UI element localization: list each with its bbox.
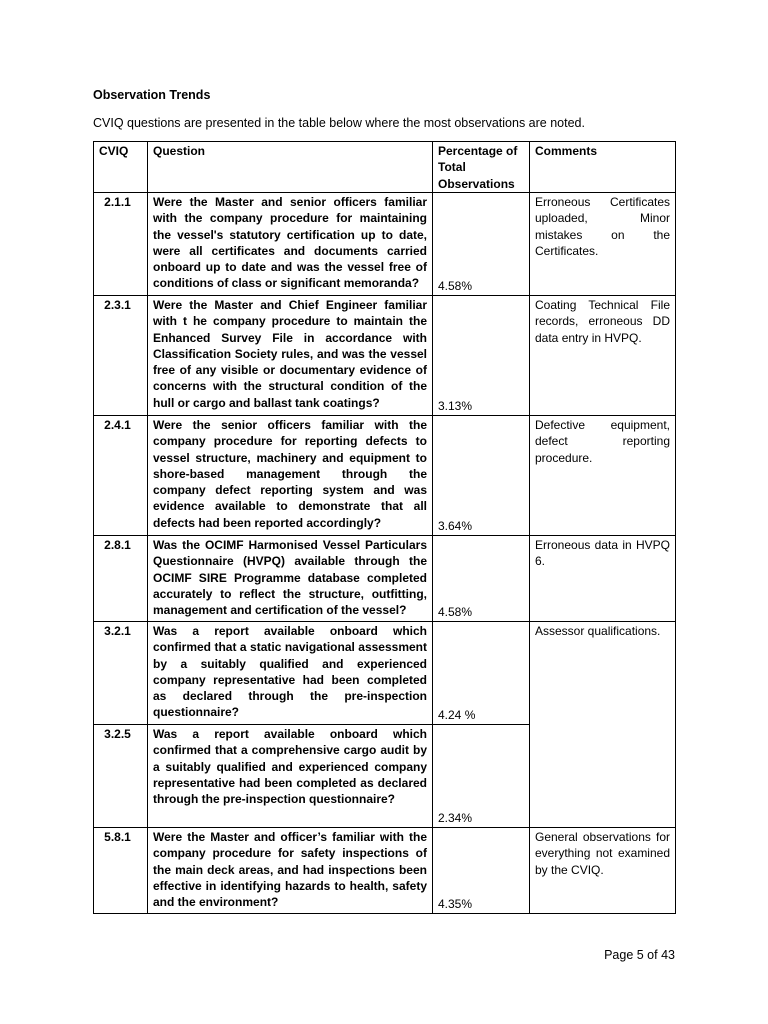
cviq-code: 2.1.1 <box>94 193 148 296</box>
header-percentage: Percentage of Total Observations <box>433 142 530 193</box>
percentage-value: 4.58% <box>433 193 530 296</box>
comment-text: General observations for everything not examined by the CVIQ. <box>530 828 676 914</box>
intro-text: CVIQ questions are presented in the table below where the most observations are noted. <box>93 116 585 130</box>
table-row <box>94 296 676 416</box>
question-text: Were the Master and senior officers familiar with the company procedure for maintaining the vessel's statutory certification up to date, were all certificates and documents carried onboard up to date and was the vessel free of conditions of class or significant memoranda? <box>148 193 433 296</box>
comment-text: Assessor qualifications. <box>530 622 676 828</box>
question-text: Was the OCIMF Harmonised Vessel Particulars Questionnaire (HVPQ) available through the OCIMF SIRE Programme database completed accurately to reflect the structure, outfitting, management and certification of the vessel? <box>148 536 433 622</box>
cviq-code: 2.4.1 <box>94 416 148 536</box>
section-heading: Observation Trends <box>93 88 211 102</box>
comment-text: Erroneous Certificates uploaded, Minor mistakes on the Certificates. <box>530 193 676 296</box>
table-row <box>94 622 676 725</box>
cviq-observation-table <box>93 141 676 914</box>
question-text: Were the Master and Chief Engineer familiar with t he company procedure to maintain the Enhanced Survey File in accordance with Classification Society rules, and was the vessel free of any visible or documentary evidence of concerns with the structural condition of the hull or cargo and ballast tank coatings? <box>148 296 433 416</box>
percentage-value: 3.64% <box>433 416 530 536</box>
comment-text: Coating Technical File records, erroneous DD data entry in HVPQ. <box>530 296 676 416</box>
percentage-value: 4.24 % <box>433 622 530 725</box>
header-comments: Comments <box>530 142 676 193</box>
question-text: Were the senior officers familiar with the company procedure for reporting defects to vessel structure, machinery and equipment to shore-based management through the company defect reporting system and was evidence available to demonstrate that all defects had been reported accordingly? <box>148 416 433 536</box>
cviq-code: 3.2.1 <box>94 622 148 725</box>
cviq-code: 5.8.1 <box>94 828 148 914</box>
table-row <box>94 828 676 914</box>
cviq-code: 3.2.5 <box>94 725 148 828</box>
table-header-row <box>94 142 676 193</box>
comment-text: Defective equipment, defect reporting procedure. <box>530 416 676 536</box>
cviq-code: 2.3.1 <box>94 296 148 416</box>
cviq-code: 2.8.1 <box>94 536 148 622</box>
percentage-value: 4.35% <box>433 828 530 914</box>
comment-text: Erroneous data in HVPQ 6. <box>530 536 676 622</box>
percentage-value: 3.13% <box>433 296 530 416</box>
percentage-value: 2.34% <box>433 725 530 828</box>
question-text: Was a report available onboard which confirmed that a static navigational assessment by a suitably qualified and experienced company representative had been completed as declared through the pre-inspection questionnaire? <box>148 622 433 725</box>
page-number: Page 5 of 43 <box>604 948 675 962</box>
table-row <box>94 193 676 296</box>
header-cviq: CVIQ <box>94 142 148 193</box>
header-question: Question <box>148 142 433 193</box>
table-row <box>94 416 676 536</box>
question-text: Was a report available onboard which confirmed that a comprehensive cargo audit by a suitably qualified and experienced company representative had been completed as declared through the pre-inspection questionnaire? <box>148 725 433 828</box>
percentage-value: 4.58% <box>433 536 530 622</box>
question-text: Were the Master and officer’s familiar with the company procedure for safety inspections of the main deck areas, and had inspections been effective in identifying hazards to health, safety and the environment? <box>148 828 433 914</box>
table-row <box>94 536 676 622</box>
